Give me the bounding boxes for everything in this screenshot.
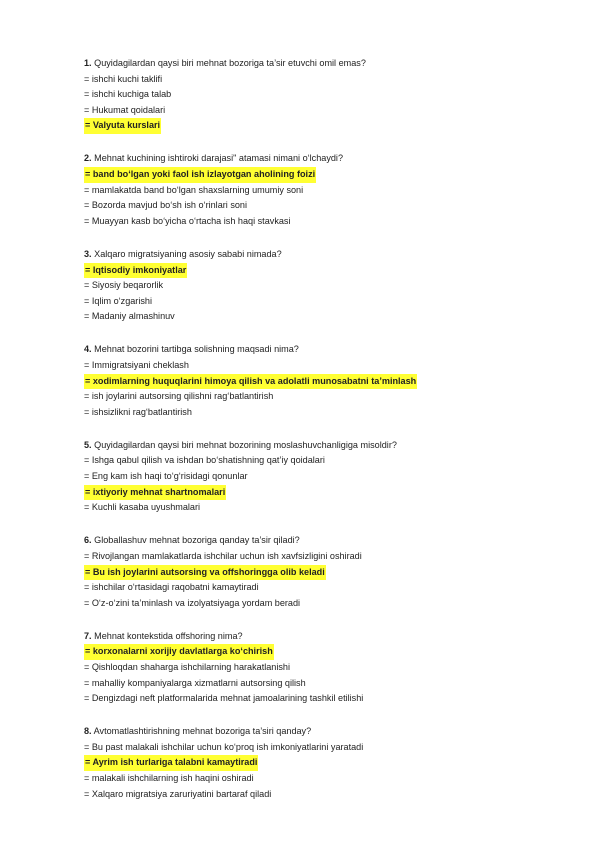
answer-text: = mamlakatda band bo‘lgan shaxslarning umumiy soni — [84, 184, 304, 195]
answer-text: = ishchilar o‘rtasidagi raqobatni kamaytiradi — [84, 582, 259, 593]
answer-option — [84, 660, 554, 676]
answer-option-correct — [84, 755, 554, 771]
answer-option — [84, 771, 554, 787]
answer-text: = Kuchli kasaba uyushmalari — [84, 502, 201, 513]
answer-option — [84, 309, 554, 325]
question-text: Avtomatlashtirishning mehnat bozoriga ta’siri qanday? — [93, 726, 312, 737]
answer-text: = Qishloqdan shaharga ishchilarning harakatlanishi — [84, 662, 291, 672]
question-block — [84, 56, 554, 134]
question-block — [84, 533, 554, 611]
answer-option — [84, 691, 554, 707]
answer-text: = Muayyan kasb bo‘yicha o‘rtacha ish haqi stavkasi — [84, 215, 291, 226]
question-line — [84, 56, 554, 72]
answer-text: = Hukumat qoidalari — [84, 104, 166, 115]
answer-text: = ishsizlikni rag‘batlantirish — [84, 406, 192, 417]
question-text: Quyidagilardan qaysi biri mehnat bozoriga ta’sir etuvchi omil emas? — [94, 58, 366, 68]
answer-option — [84, 500, 554, 516]
answer-text: = ishchi kuchiga talab — [84, 89, 172, 100]
answer-option-correct — [84, 263, 554, 279]
highlighted-answer-text: = ixtiyoriy mehnat shartnomalari — [84, 485, 226, 501]
question-number: 7. — [84, 630, 92, 641]
highlighted-answer-text: = Iqtisodiy imkoniyatlar — [84, 263, 187, 279]
answer-text: = Rivojlangan mamlakatlarda ishchilar uchun ish xavfsizligini oshiradi — [84, 550, 362, 561]
answer-option — [84, 787, 554, 803]
question-block — [84, 151, 554, 229]
answer-option — [84, 183, 554, 199]
highlighted-answer-text: = band bo‘lgan yoki faol ish izlayotgan aholining foizi — [84, 167, 316, 183]
question-number: 4. — [84, 344, 92, 355]
question-text: Mehnat bozorini tartibga solishning maqsadi nima? — [94, 344, 299, 355]
answer-text: = Xalqaro migratsiya zaruriyatini bartaraf qiladi — [84, 788, 272, 799]
question-number: 3. — [84, 248, 92, 259]
answer-option-correct — [84, 167, 554, 183]
answer-text: = ishchi kuchi taklifi — [84, 73, 163, 84]
answer-option — [84, 740, 554, 756]
answer-option — [84, 358, 554, 374]
answer-text: = ish joylarini autsorsing qilishni rag‘batlantirish — [84, 391, 274, 402]
answer-text: = Madaniy almashinuv — [84, 311, 175, 322]
answer-option — [84, 676, 554, 692]
question-number: 2. — [84, 153, 92, 164]
question-number: 1. — [84, 58, 92, 68]
question-number: 8. — [84, 726, 92, 737]
question-block — [84, 724, 554, 802]
question-line — [84, 629, 554, 645]
answer-text: = Siyosiy beqarorlik — [84, 280, 164, 291]
question-line — [84, 247, 554, 263]
answer-text: = Immigratsiyani cheklash — [84, 360, 189, 370]
quiz-document — [84, 56, 554, 820]
answer-text: = mahalliy kompaniyalarga xizmatlarni autsorsing qilish — [84, 677, 306, 688]
question-line — [84, 533, 554, 549]
question-text: Quyidagilardan qaysi biri mehnat bozorining moslashuvchanligiga misoldir? — [94, 439, 397, 450]
answer-text: = Dengizdagi neft platformalarida mehnat jamoalarining tashkil etilishi — [84, 693, 364, 704]
answer-option-correct — [84, 565, 554, 581]
question-block — [84, 342, 554, 420]
question-text: Globallashuv mehnat bozoriga qanday ta’sir qiladi? — [94, 535, 300, 546]
question-block — [84, 438, 554, 516]
question-number: 6. — [84, 535, 92, 546]
question-line — [84, 342, 554, 358]
answer-option-correct — [84, 644, 554, 660]
answer-text: = Bozorda mavjud bo‘sh ish o‘rinlari soni — [84, 200, 248, 211]
answer-option — [84, 198, 554, 214]
question-text: Mehnat kuchining ishtiroki darajasi" atamasi nimani o‘lchaydi? — [94, 153, 344, 164]
answer-text: = Ishga qabul qilish va ishdan bo‘shatishning qat’iy qoidalari — [84, 455, 325, 466]
answer-option — [84, 469, 554, 485]
answer-option — [84, 87, 554, 103]
question-number: 5. — [84, 439, 92, 450]
question-text: Xalqaro migratsiyaning asosiy sababi nimada? — [94, 248, 282, 259]
answer-text: = Iqlim o‘zgarishi — [84, 295, 152, 306]
highlighted-answer-text: = xodimlarning huquqlarini himoya qilish va adolatli munosabatni ta’minlash — [84, 374, 417, 390]
question-text: Mehnat kontekstida offshoring nima? — [94, 630, 243, 641]
answer-option — [84, 278, 554, 294]
answer-option — [84, 596, 554, 612]
highlighted-answer-text: = Bu ish joylarini autsorsing va offshoringga olib keladi — [84, 565, 326, 581]
answer-option-correct — [84, 485, 554, 501]
question-line — [84, 438, 554, 454]
question-block — [84, 247, 554, 325]
highlighted-answer-text: = Ayrim ish turlariga talabni kamaytiradi — [84, 755, 258, 771]
answer-option — [84, 453, 554, 469]
answer-option — [84, 103, 554, 119]
answer-text: = Eng kam ish haqi to‘g‘risidagi qonunlar — [84, 471, 248, 482]
answer-option-correct — [84, 118, 554, 134]
answer-option — [84, 294, 554, 310]
answer-option — [84, 389, 554, 405]
answer-option — [84, 405, 554, 421]
answer-option — [84, 214, 554, 230]
highlighted-answer-text: = Valyuta kurslari — [84, 118, 161, 134]
answer-option — [84, 580, 554, 596]
question-line — [84, 151, 554, 167]
question-block — [84, 629, 554, 707]
answer-option — [84, 72, 554, 88]
highlighted-answer-text: = korxonalarni xorijiy davlatlarga ko‘chirish — [84, 644, 274, 660]
answer-text: = O‘z-o‘zini ta’minlash va izolyatsiyaga yordam beradi — [84, 597, 301, 608]
question-line — [84, 724, 554, 740]
answer-text: = Bu past malakali ishchilar uchun ko‘proq ish imkoniyatlarini yaratadi — [84, 741, 364, 752]
answer-option-correct — [84, 374, 554, 390]
answer-text: = malakali ishchilarning ish haqini oshiradi — [84, 773, 254, 784]
answer-option — [84, 549, 554, 565]
